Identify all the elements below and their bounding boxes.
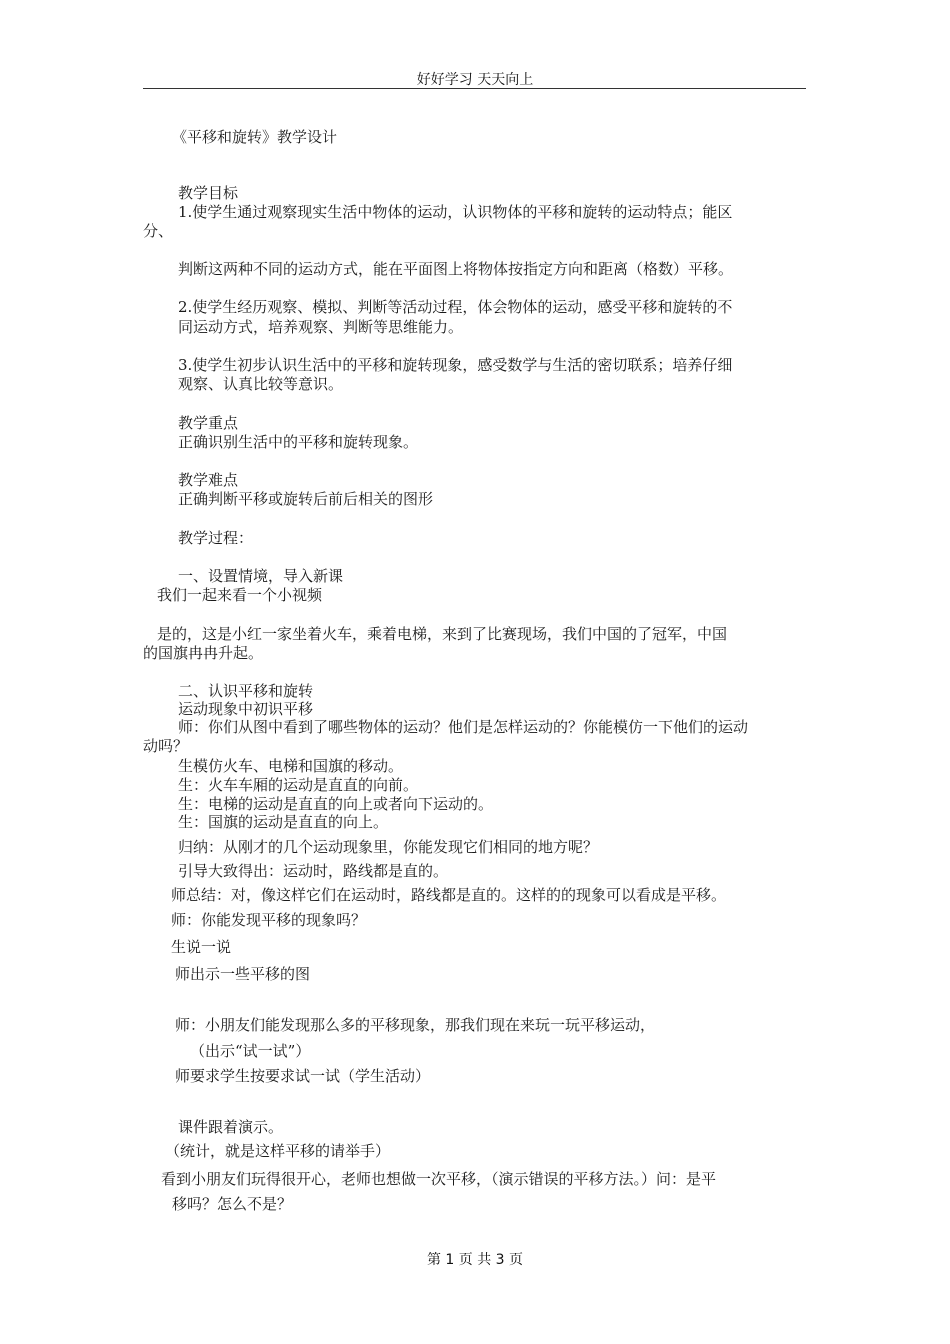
paragraph-line: 师：你们从图中看到了哪些物体的运动？他们是怎样运动的？你能模仿一下他们的运动	[178, 718, 749, 736]
paragraph-line: 师要求学生按要求试一试（学生活动）	[175, 1067, 431, 1085]
header-rule	[143, 88, 806, 89]
key-point-text: 正确识别生活中的平移和旋转现象。	[178, 433, 419, 451]
paragraph-line: 是的，这是小红一家坐着火车，乘着电梯，来到了比赛现场，我们中国的了冠军，中国	[157, 625, 728, 643]
section-1-heading: 一、设置情境，导入新课	[178, 567, 344, 585]
paragraph-line: 生说一说	[171, 938, 232, 956]
paragraph-line: 师：小朋友们能发现那么多的平移现象，那我们现在来玩一玩平移运动，	[175, 1016, 656, 1034]
paragraph-line: 生模仿火车、电梯和国旗的移动。	[178, 757, 404, 775]
objective-1-line-3: 判断这两种不同的运动方式，能在平面图上将物体按指定方向和距离（格数）平移。	[178, 260, 734, 278]
objective-2-line-1: 2.使学生经历观察、模拟、判断等活动过程，体会物体的运动，感受平移和旋转的不	[178, 298, 733, 316]
objective-1-line-2: 分、	[143, 222, 174, 240]
page-header: 好好学习 天天向上	[416, 72, 534, 88]
difficulty-heading: 教学难点	[178, 471, 239, 489]
section-2-subheading: 运动现象中初识平移	[178, 700, 314, 718]
section-2-heading: 二、认识平移和旋转	[178, 682, 314, 700]
objective-3-line-1: 3.使学生初步认识生活中的平移和旋转现象，感受数学与生活的密切联系；培养仔细	[178, 356, 733, 374]
document-title: 《平移和旋转》教学设计	[172, 128, 338, 146]
paragraph-line: 移吗？怎么不是？	[172, 1195, 293, 1213]
key-point-heading: 教学重点	[178, 414, 239, 432]
paragraph-line: 生：火车车厢的运动是直直的向前。	[178, 776, 419, 794]
objectives-heading: 教学目标	[178, 184, 239, 202]
paragraph-line: 师：你能发现平移的现象吗？	[171, 911, 367, 929]
paragraph-line: 的国旗冉冉升起。	[143, 644, 264, 662]
paragraph-line: 课件跟着演示。	[178, 1118, 284, 1136]
paragraph-line: 生：国旗的运动是直直的向上。	[178, 813, 389, 831]
paragraph-line: 师出示一些平移的图	[175, 965, 311, 983]
objective-2-line-2: 同运动方式，培养观察、判断等思维能力。	[178, 318, 464, 336]
objective-3-line-2: 观察、认真比较等意识。	[178, 375, 344, 393]
paragraph-line: （出示“试一试”）	[190, 1042, 311, 1060]
paragraph-line: 动吗？	[143, 737, 189, 755]
paragraph-line: 生：电梯的运动是直直的向上或者向下运动的。	[178, 795, 494, 813]
paragraph-line: 师总结：对，像这样它们在运动时，路线都是直的。这样的的现象可以看成是平移。	[171, 886, 727, 904]
paragraph-line: 引导大致得出：运动时，路线都是直的。	[178, 862, 449, 880]
paragraph-line: 看到小朋友们玩得很开心，老师也想做一次平移，（演示错误的平移方法。）问：是平	[161, 1170, 717, 1188]
objective-1-line-1: 1.使学生通过观察现实生活中物体的运动，认识物体的平移和旋转的运动特点；能区	[178, 203, 733, 221]
process-heading: 教学过程：	[178, 529, 254, 547]
difficulty-text: 正确判断平移或旋转后前后相关的图形	[178, 490, 434, 508]
paragraph-line: （统计，就是这样平移的请举手）	[165, 1142, 391, 1160]
paragraph-line: 我们一起来看一个小视频	[157, 586, 323, 604]
paragraph-line: 归纳：从刚才的几个运动现象里，你能发现它们相同的地方呢？	[178, 838, 599, 856]
page-footer: 第 1 页 共 3 页	[426, 1252, 524, 1268]
